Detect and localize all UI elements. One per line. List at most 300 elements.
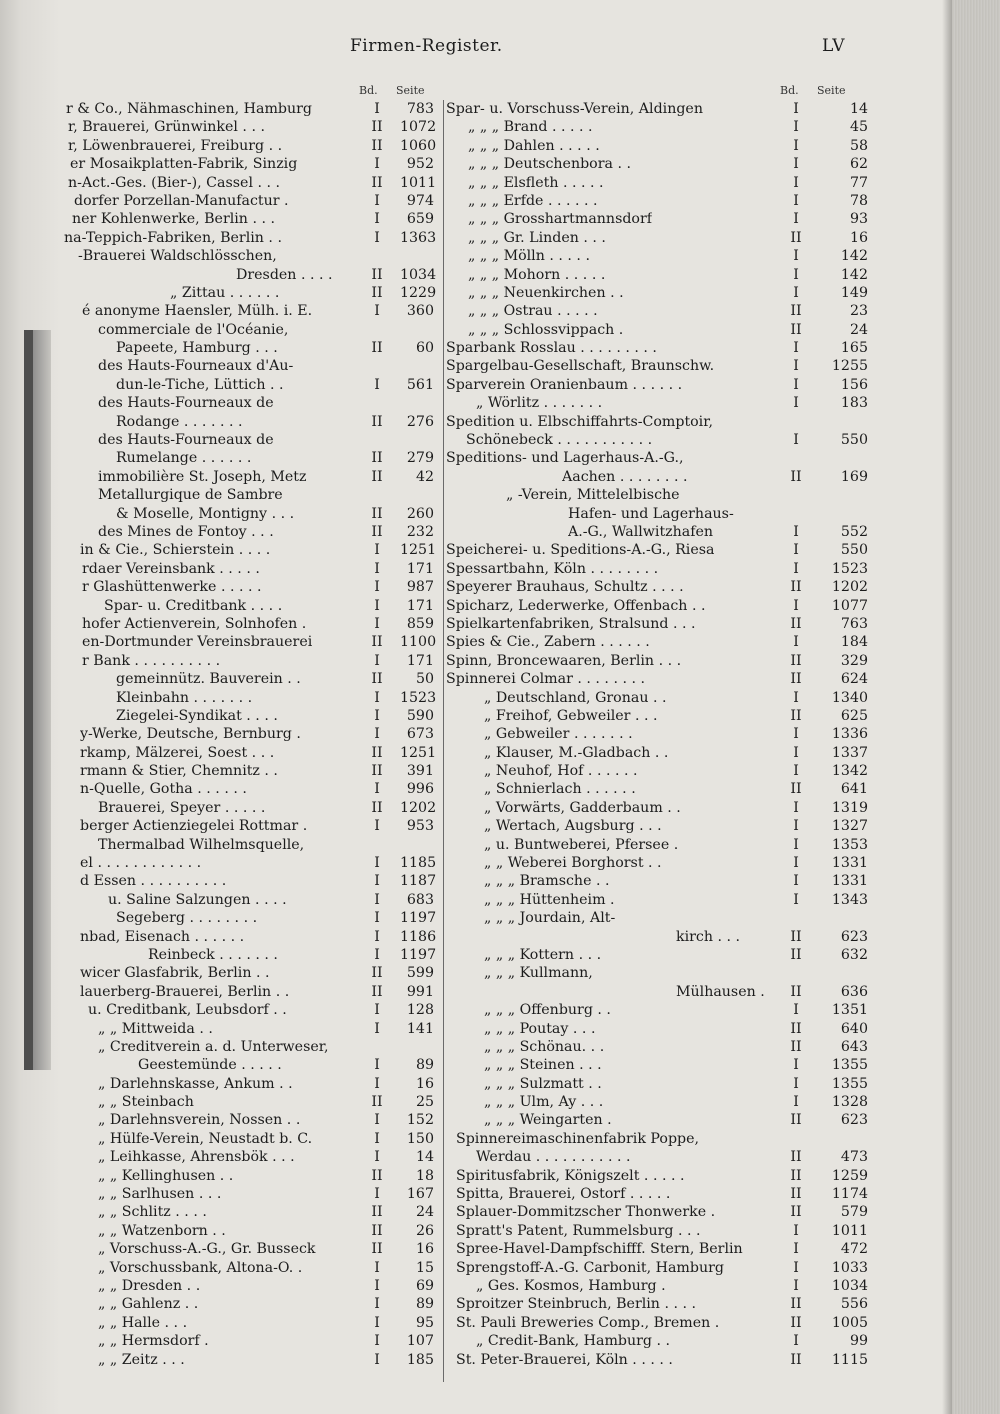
register-entry bbox=[446, 762, 868, 780]
entry-volume: II bbox=[790, 1149, 802, 1166]
entry-page: 142 bbox=[840, 266, 868, 283]
register-entry bbox=[58, 468, 434, 486]
register-entry bbox=[446, 799, 868, 817]
entry-company: Spicharz, Lederwerke, Offenbach . . bbox=[446, 597, 706, 614]
register-entry bbox=[58, 891, 434, 909]
entry-page: 167 bbox=[406, 1186, 434, 1203]
entry-company: Spar- u. Vorschuss-Verein, Aldingen bbox=[446, 101, 703, 117]
register-entry bbox=[58, 780, 434, 798]
register-entry bbox=[58, 541, 437, 559]
entry-page: 23 bbox=[849, 303, 868, 320]
entry-company: r Glashüttenwerke . . . . . bbox=[82, 579, 262, 596]
register-entry bbox=[58, 1111, 434, 1129]
right-seite-header: Seite bbox=[817, 84, 846, 97]
entry-volume: I bbox=[793, 1333, 799, 1350]
entry-company: „ „ „ Schönau. . . bbox=[484, 1038, 605, 1055]
entry-page: 1011 bbox=[400, 174, 437, 191]
entry-company: „ „ „ Mohorn . . . . . bbox=[468, 266, 606, 283]
entry-volume: I bbox=[374, 1186, 380, 1203]
register-entry bbox=[446, 1240, 868, 1258]
left-seite-header: Seite bbox=[396, 84, 425, 97]
register-entry bbox=[58, 192, 434, 210]
entry-company: Thermalbad Wilhelmsquelle, bbox=[98, 836, 305, 853]
entry-company: „ „ Dresden . . bbox=[98, 1278, 201, 1294]
entry-page: 1077 bbox=[831, 597, 868, 614]
entry-company: „ „ „ Weingarten . bbox=[484, 1112, 612, 1129]
register-entry bbox=[58, 1001, 434, 1019]
entry-volume: I bbox=[793, 156, 799, 173]
entry-company: dorfer Porzellan-Manufactur . bbox=[74, 192, 289, 209]
left-column bbox=[58, 100, 437, 1369]
entry-company: en-Dortmunder Vereinsbrauerei bbox=[82, 634, 313, 651]
entry-volume: I bbox=[374, 303, 380, 320]
entry-page: 991 bbox=[406, 983, 434, 1000]
register-entry bbox=[58, 1277, 434, 1295]
entry-volume: I bbox=[374, 229, 380, 246]
entry-volume: I bbox=[374, 560, 380, 577]
register-entry bbox=[58, 449, 434, 467]
register-entry bbox=[446, 192, 868, 210]
entry-company: „ „ „ Ostrau . . . . . bbox=[468, 303, 598, 320]
register-entry bbox=[446, 302, 868, 320]
entry-page: 953 bbox=[406, 818, 434, 835]
register-entry bbox=[446, 321, 868, 339]
entry-volume: II bbox=[371, 1094, 383, 1111]
register-entry bbox=[58, 505, 434, 523]
entry-page: 1202 bbox=[400, 799, 437, 816]
register-entry bbox=[446, 284, 868, 302]
entry-volume: I bbox=[374, 910, 380, 927]
entry-volume: I bbox=[793, 284, 799, 301]
entry-volume: I bbox=[374, 1149, 380, 1166]
entry-volume: II bbox=[371, 174, 383, 191]
entry-page: 391 bbox=[406, 763, 434, 780]
register-entry bbox=[446, 118, 868, 136]
register-entry bbox=[58, 1314, 434, 1332]
entry-page: 1100 bbox=[400, 634, 437, 651]
entry-page: 624 bbox=[840, 671, 868, 688]
register-entry bbox=[446, 357, 868, 375]
entry-page: 561 bbox=[406, 376, 434, 393]
register-entry bbox=[58, 707, 434, 725]
entry-page: 184 bbox=[840, 634, 868, 651]
entry-page: 58 bbox=[849, 137, 868, 154]
entry-volume: I bbox=[793, 1075, 799, 1092]
register-entry bbox=[58, 799, 437, 817]
entry-company: „ „ „ Steinen . . . bbox=[484, 1057, 602, 1074]
entry-page: 1351 bbox=[831, 1002, 868, 1019]
entry-volume: I bbox=[374, 707, 380, 724]
entry-volume: I bbox=[374, 1057, 380, 1074]
entry-company: n-Act.-Ges. (Bier-), Cassel . . . bbox=[68, 174, 281, 191]
entry-company: „ Klauser, M.-Gladbach . . bbox=[484, 744, 669, 761]
entry-company: „ „ „ Neuenkirchen . . bbox=[468, 284, 624, 301]
entry-page: 1034 bbox=[831, 1278, 868, 1294]
entry-page: 107 bbox=[406, 1333, 434, 1350]
binding-shadow bbox=[24, 330, 33, 1070]
entry-page: 1187 bbox=[400, 873, 437, 890]
entry-company: des Hauts-Fourneaux d'Au- bbox=[98, 358, 294, 375]
entry-volume: I bbox=[793, 101, 799, 117]
register-entry bbox=[446, 1295, 868, 1313]
entry-volume: I bbox=[793, 211, 799, 228]
entry-volume: I bbox=[374, 1259, 380, 1276]
entry-company: „ „ „ Hüttenheim . bbox=[484, 891, 615, 908]
entry-volume: II bbox=[371, 1167, 383, 1184]
entry-company: dun-le-Tiche, Lüttich . . bbox=[116, 376, 284, 393]
entry-company: Kleinbahn . . . . . . . bbox=[116, 689, 253, 706]
entry-volume: I bbox=[793, 523, 799, 540]
entry-page: 552 bbox=[840, 523, 868, 540]
register-entry bbox=[446, 836, 868, 854]
register-entry bbox=[58, 229, 437, 247]
entry-volume: I bbox=[793, 137, 799, 154]
register-entry bbox=[446, 523, 868, 541]
entry-volume: I bbox=[374, 615, 380, 632]
entry-company: „ Zittau . . . . . . bbox=[170, 284, 280, 301]
entry-page: 579 bbox=[840, 1204, 868, 1221]
register-entry bbox=[58, 155, 434, 173]
entry-company: Spies & Cie., Zabern . . . . . . bbox=[446, 634, 650, 651]
entry-volume: I bbox=[374, 928, 380, 945]
entry-page: 14 bbox=[849, 101, 868, 117]
entry-company: „ „ „ Jourdain, Alt- bbox=[484, 910, 616, 927]
register-entry bbox=[446, 891, 868, 909]
entry-company: Ziegelei-Syndikat . . . . bbox=[116, 707, 278, 724]
entry-page: 1340 bbox=[831, 689, 868, 706]
register-entry bbox=[446, 266, 868, 284]
entry-page: 636 bbox=[840, 983, 868, 1000]
entry-company: „ „ Hermsdorf . bbox=[98, 1333, 209, 1350]
entry-company: „ „ Mittweida . . bbox=[98, 1020, 213, 1037]
entry-company: Werdau . . . . . . . . . . . bbox=[476, 1149, 631, 1166]
entry-volume: I bbox=[793, 560, 799, 577]
entry-volume: I bbox=[374, 1278, 380, 1294]
entry-company: A.-G., Wallwitzhafen bbox=[568, 523, 714, 540]
entry-company: hofer Actienverein, Solnhofen . bbox=[82, 615, 307, 632]
entry-company: „ Darlehnsverein, Nossen . . bbox=[98, 1112, 301, 1129]
register-entry bbox=[446, 1093, 868, 1111]
entry-volume: II bbox=[790, 321, 802, 338]
entry-company: „ „ Schlitz . . . . bbox=[98, 1204, 207, 1221]
entry-company: rdaer Vereinsbank . . . . . bbox=[82, 560, 260, 577]
entry-page: 141 bbox=[406, 1020, 434, 1037]
entry-page: 1342 bbox=[831, 763, 868, 780]
entry-company: „ Vorwärts, Gadderbaum . . bbox=[484, 799, 681, 816]
entry-page: 45 bbox=[849, 119, 868, 136]
entry-company: Mülhausen . bbox=[676, 983, 765, 1000]
entry-volume: II bbox=[371, 1222, 383, 1239]
entry-page: 24 bbox=[849, 321, 868, 338]
entry-volume: I bbox=[374, 781, 380, 798]
entry-volume: I bbox=[793, 799, 799, 816]
entry-company: Spinn, Broncewaaren, Berlin . . . bbox=[446, 652, 682, 669]
entry-page: 183 bbox=[840, 395, 868, 412]
entry-volume: I bbox=[793, 1002, 799, 1019]
entry-company: Spedition u. Elbschiffahrts-Comptoir, bbox=[446, 413, 713, 430]
entry-page: 171 bbox=[406, 560, 434, 577]
register-entry bbox=[446, 1222, 868, 1240]
entry-company: y-Werke, Deutsche, Bernburg . bbox=[80, 726, 301, 743]
entry-company: d Essen . . . . . . . . . . bbox=[80, 873, 227, 890]
register-entry bbox=[58, 1130, 434, 1148]
entry-volume: II bbox=[790, 946, 802, 963]
entry-company: r Bank . . . . . . . . . . bbox=[82, 652, 221, 669]
entry-volume: II bbox=[790, 983, 802, 1000]
entry-volume: II bbox=[790, 303, 802, 320]
entry-volume: I bbox=[793, 1259, 799, 1276]
entry-page: 42 bbox=[415, 468, 434, 485]
entry-volume: II bbox=[371, 763, 383, 780]
entry-volume: I bbox=[793, 1241, 799, 1258]
entry-volume: I bbox=[374, 1296, 380, 1313]
register-entry bbox=[58, 118, 437, 136]
entry-volume: I bbox=[374, 192, 380, 209]
register-entry bbox=[58, 137, 437, 155]
entry-volume: II bbox=[371, 468, 383, 485]
entry-page: 683 bbox=[406, 891, 434, 908]
entry-company: „ Freihof, Gebweiler . . . bbox=[484, 707, 658, 724]
entry-page: 24 bbox=[415, 1204, 434, 1221]
entry-page: 472 bbox=[840, 1241, 868, 1258]
register-entry bbox=[58, 1185, 434, 1203]
register-entry bbox=[58, 689, 437, 707]
register-entry bbox=[58, 1020, 434, 1038]
register-entry bbox=[58, 321, 434, 339]
entry-page: 50 bbox=[415, 671, 434, 688]
register-entry bbox=[58, 1332, 434, 1350]
entry-company: Brauerei, Speyer . . . . . bbox=[98, 799, 266, 816]
entry-page: 996 bbox=[406, 781, 434, 798]
entry-company: „ „ Zeitz . . . bbox=[98, 1351, 185, 1368]
entry-page: 1355 bbox=[831, 1057, 868, 1074]
entry-volume: I bbox=[793, 1057, 799, 1074]
entry-page: 641 bbox=[840, 781, 868, 798]
register-entry bbox=[446, 486, 868, 504]
entry-volume: I bbox=[374, 652, 380, 669]
entry-company: Spiritusfabrik, Königszelt . . . . . bbox=[456, 1167, 685, 1184]
entry-volume: II bbox=[371, 671, 383, 688]
entry-page: 156 bbox=[840, 376, 868, 393]
right-column bbox=[446, 100, 868, 1369]
register-entry bbox=[446, 928, 868, 946]
entry-company: nbad, Eisenach . . . . . . bbox=[80, 928, 245, 945]
entry-page: 26 bbox=[415, 1222, 434, 1239]
register-entry bbox=[58, 597, 434, 615]
entry-page: 1033 bbox=[831, 1259, 868, 1276]
entry-company: „ Gebweiler . . . . . . . bbox=[484, 726, 633, 743]
entry-volume: I bbox=[793, 836, 799, 853]
register-entry bbox=[58, 872, 437, 890]
entry-volume: I bbox=[374, 156, 380, 173]
entry-page: 360 bbox=[406, 303, 434, 320]
entry-company: „ „ „ Dahlen . . . . . bbox=[468, 137, 600, 154]
entry-volume: II bbox=[371, 965, 383, 982]
column-divider bbox=[443, 100, 444, 1382]
entry-page: 78 bbox=[849, 192, 868, 209]
entry-volume: I bbox=[793, 1094, 799, 1111]
entry-company: „ Neuhof, Hof . . . . . . bbox=[484, 763, 638, 780]
register-entry bbox=[58, 1093, 434, 1111]
entry-page: 95 bbox=[415, 1314, 434, 1331]
register-entry bbox=[446, 1148, 868, 1166]
entry-page: 673 bbox=[406, 726, 434, 743]
entry-volume: II bbox=[790, 1186, 802, 1203]
entry-volume: I bbox=[374, 1075, 380, 1092]
entry-page: 171 bbox=[406, 652, 434, 669]
entry-company: „ „ „ Schlossvippach . bbox=[468, 321, 624, 338]
register-entry bbox=[446, 468, 868, 486]
entry-page: 150 bbox=[406, 1130, 434, 1147]
register-entry bbox=[58, 210, 434, 228]
register-entry bbox=[446, 964, 868, 982]
entry-company: „ „ „ Poutay . . . bbox=[484, 1020, 596, 1037]
register-entry bbox=[446, 946, 868, 964]
entry-company: „ „ Halle . . . bbox=[98, 1314, 188, 1331]
entry-company: Speyerer Brauhaus, Schultz . . . . bbox=[446, 579, 684, 596]
entry-volume: II bbox=[371, 413, 383, 430]
register-entry bbox=[446, 413, 868, 431]
entry-company: „ „ Kellinghusen . . bbox=[98, 1167, 234, 1184]
entry-page: 1251 bbox=[400, 542, 437, 559]
entry-page: 987 bbox=[406, 579, 434, 596]
entry-page: 14 bbox=[415, 1149, 434, 1166]
entry-page: 1174 bbox=[831, 1186, 868, 1203]
entry-company: „ „ Steinbach bbox=[98, 1094, 194, 1111]
register-entry bbox=[446, 1001, 868, 1019]
entry-volume: I bbox=[793, 855, 799, 872]
entry-volume: I bbox=[374, 1314, 380, 1331]
register-entry bbox=[446, 1185, 868, 1203]
entry-company: el . . . . . . . . . . . . bbox=[80, 855, 202, 872]
entry-company: immobilière St. Joseph, Metz bbox=[98, 468, 307, 485]
entry-company: „ „ „ Elsfleth . . . . . bbox=[468, 174, 604, 191]
entry-company: kirch . . . bbox=[676, 928, 741, 945]
entry-company: rkamp, Mälzerei, Soest . . . bbox=[80, 744, 275, 761]
entry-volume: II bbox=[790, 671, 802, 688]
entry-volume: I bbox=[374, 1130, 380, 1147]
entry-volume: I bbox=[374, 542, 380, 559]
entry-company: Segeberg . . . . . . . . bbox=[116, 910, 258, 927]
entry-volume: I bbox=[793, 818, 799, 835]
register-entry bbox=[446, 578, 868, 596]
entry-company: lauerberg-Brauerei, Berlin . . bbox=[80, 983, 290, 1000]
entry-volume: II bbox=[790, 1204, 802, 1221]
entry-volume: I bbox=[793, 358, 799, 375]
entry-volume: II bbox=[790, 1314, 802, 1331]
register-entry bbox=[58, 302, 434, 320]
register-entry bbox=[446, 670, 868, 688]
register-entry bbox=[446, 560, 868, 578]
entry-volume: II bbox=[790, 1167, 802, 1184]
entry-company: „ „ „ Erfde . . . . . . bbox=[468, 192, 598, 209]
register-entry bbox=[58, 983, 434, 1001]
entry-page: 1328 bbox=[831, 1094, 868, 1111]
register-entry bbox=[58, 560, 434, 578]
entry-volume: II bbox=[790, 468, 802, 485]
entry-company: Sprengstoff-A.-G. Carbonit, Hamburg bbox=[456, 1259, 724, 1276]
entry-company: Papeete, Hamburg . . . bbox=[116, 340, 278, 357]
entry-company: gemeinnütz. Bauverein . . bbox=[116, 671, 301, 688]
entry-company: St. Peter-Brauerei, Köln . . . . . bbox=[456, 1351, 673, 1368]
entry-company: „ „ „ Ulm, Ay . . . bbox=[484, 1094, 604, 1111]
register-entry bbox=[58, 1295, 434, 1313]
entry-page: 783 bbox=[406, 101, 434, 117]
entry-company: r, Brauerei, Grünwinkel . . . bbox=[68, 119, 265, 136]
register-entry bbox=[446, 1130, 868, 1148]
entry-page: 169 bbox=[840, 468, 868, 485]
register-entry bbox=[58, 1075, 434, 1093]
register-entry bbox=[446, 744, 868, 762]
entry-company: „ „ „ Sulzmatt . . bbox=[484, 1075, 602, 1092]
register-entry bbox=[58, 817, 434, 835]
entry-company: ner Kohlenwerke, Berlin . . . bbox=[72, 211, 276, 228]
register-entry bbox=[58, 1240, 434, 1258]
entry-company: „ „ „ Bramsche . . bbox=[484, 873, 610, 890]
register-entry bbox=[446, 1332, 868, 1350]
entry-volume: II bbox=[371, 523, 383, 540]
entry-page: 550 bbox=[840, 542, 868, 559]
entry-volume: I bbox=[374, 1002, 380, 1019]
entry-page: 473 bbox=[840, 1149, 868, 1166]
entry-company: „ „ „ Deutschenbora . . bbox=[468, 156, 631, 173]
entry-company: „ „ „ Brand . . . . . bbox=[468, 119, 593, 136]
entry-page: 329 bbox=[840, 652, 868, 669]
register-entry bbox=[446, 615, 868, 633]
entry-company: Spar- u. Creditbank . . . . bbox=[104, 597, 283, 614]
entry-volume: II bbox=[790, 652, 802, 669]
register-entry bbox=[446, 339, 868, 357]
entry-volume: II bbox=[371, 983, 383, 1000]
entry-volume: I bbox=[374, 946, 380, 963]
entry-volume: II bbox=[371, 1204, 383, 1221]
entry-volume: I bbox=[793, 1222, 799, 1239]
entry-volume: II bbox=[371, 284, 383, 301]
entry-volume: II bbox=[371, 450, 383, 467]
register-entry bbox=[446, 505, 868, 523]
register-entry bbox=[58, 266, 437, 284]
register-entry bbox=[58, 376, 434, 394]
entry-volume: I bbox=[374, 818, 380, 835]
entry-page: 62 bbox=[849, 156, 868, 173]
page-title: Firmen-Register. bbox=[350, 36, 503, 56]
entry-volume: I bbox=[793, 248, 799, 265]
register-entry bbox=[446, 229, 868, 247]
entry-volume: I bbox=[793, 432, 799, 449]
entry-volume: I bbox=[374, 891, 380, 908]
entry-volume: II bbox=[371, 119, 383, 136]
entry-page: 556 bbox=[840, 1296, 868, 1313]
register-entry bbox=[58, 1203, 434, 1221]
entry-volume: II bbox=[790, 1020, 802, 1037]
entry-page: 15 bbox=[415, 1259, 434, 1276]
entry-volume: II bbox=[790, 1296, 802, 1313]
entry-company: Rumelange . . . . . . bbox=[116, 450, 252, 467]
entry-volume: I bbox=[374, 1112, 380, 1129]
entry-page: 149 bbox=[840, 284, 868, 301]
entry-volume: I bbox=[793, 542, 799, 559]
entry-page: 643 bbox=[840, 1038, 868, 1055]
entry-page: 99 bbox=[849, 1333, 868, 1350]
entry-page: 1355 bbox=[831, 1075, 868, 1092]
entry-page: 1229 bbox=[400, 284, 437, 301]
entry-page: 93 bbox=[849, 211, 868, 228]
entry-page: 1060 bbox=[400, 137, 437, 154]
entry-page: 276 bbox=[406, 413, 434, 430]
entry-page: 1337 bbox=[831, 744, 868, 761]
entry-page: 165 bbox=[840, 340, 868, 357]
entry-volume: I bbox=[793, 597, 799, 614]
